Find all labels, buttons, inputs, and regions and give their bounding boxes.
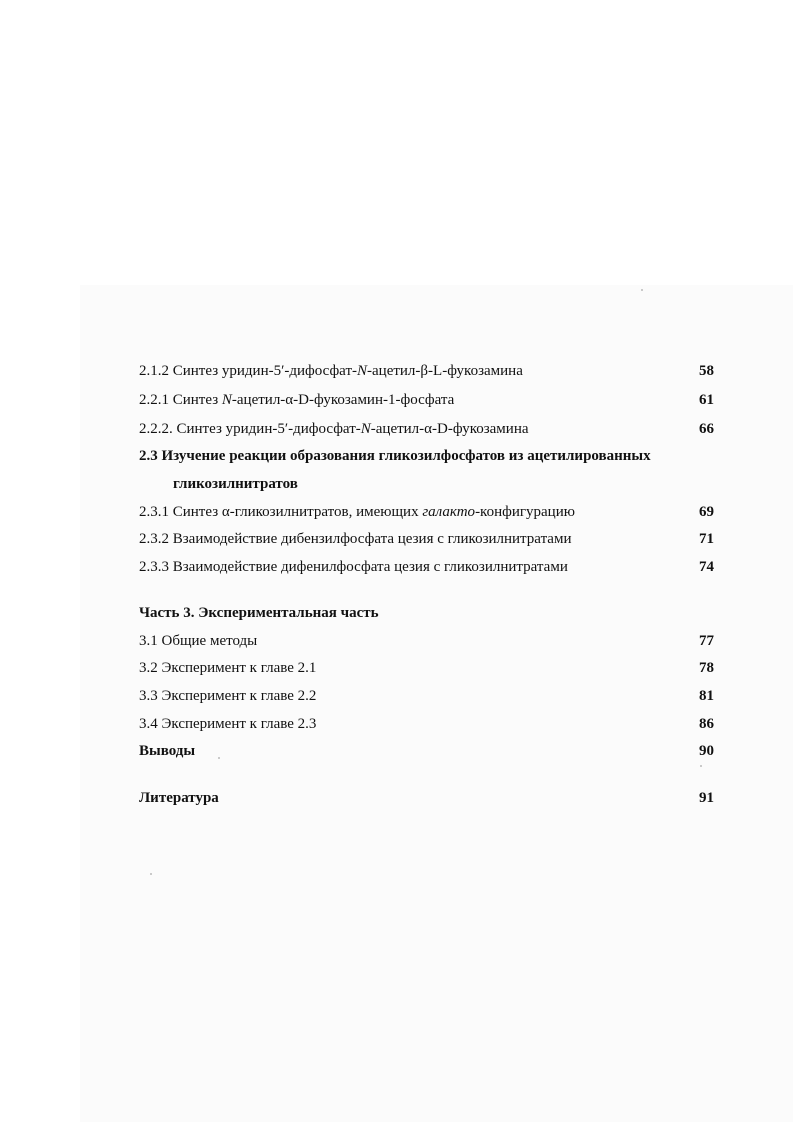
toc-page-number: 58 bbox=[699, 363, 714, 379]
toc-page-number: 77 bbox=[699, 633, 714, 649]
toc-entry-title: Часть 3. Экспериментальная часть bbox=[139, 605, 379, 621]
toc-entry-conclusions bbox=[139, 741, 714, 761]
toc-entry-title: 3.2 Эксперимент к главе 2.1 bbox=[139, 660, 317, 676]
toc-entry-title: Выводы bbox=[139, 743, 196, 759]
toc-part-3-heading bbox=[139, 603, 714, 623]
toc-entry-title: 2.3.2 Взаимодействие дибензилфосфата цезия с гликозилнитратами bbox=[139, 531, 572, 547]
toc-entry-literature bbox=[139, 788, 714, 808]
toc-entry-2-3-3 bbox=[139, 557, 714, 577]
toc-page-number: 66 bbox=[699, 421, 714, 437]
toc-entry-title: 2.2.1 Синтез N-ацетил-α-D-фукозамин-1-фосфата bbox=[139, 392, 455, 408]
toc-entry-title: 2.3 Изучение реакции образования гликозилфосфатов из ацетилированных bbox=[139, 448, 651, 464]
toc-page-number: 61 bbox=[699, 392, 714, 408]
toc-entry-2-1-2 bbox=[139, 361, 714, 381]
scan-speck bbox=[641, 289, 643, 291]
toc-page-number: 71 bbox=[699, 531, 714, 547]
toc-entry-title: 2.2.2. Синтез уридин-5′-дифосфат-N-ацетил-α-D-фукозамина bbox=[139, 421, 529, 437]
toc-entry-2-2-1 bbox=[139, 390, 714, 410]
toc-page-number: 91 bbox=[699, 790, 714, 806]
toc-entry-title: 2.3.1 Синтез α-гликозилнитратов, имеющих галакто-конфигурацию bbox=[139, 504, 575, 520]
scan-speck bbox=[218, 757, 220, 759]
toc-page-number: 69 bbox=[699, 504, 714, 520]
toc-entry-title: 3.4 Эксперимент к главе 2.3 bbox=[139, 716, 317, 732]
toc-entry-2-3-1 bbox=[139, 502, 714, 522]
scan-speck bbox=[700, 765, 702, 767]
toc-entry-3-1 bbox=[139, 631, 714, 651]
toc-entry-title: 2.3.3 Взаимодействие дифенилфосфата цезия с гликозилнитратами bbox=[139, 559, 568, 575]
toc-page-number: 74 bbox=[699, 559, 714, 575]
toc-page-number: 78 bbox=[699, 660, 714, 676]
toc-page-number: 90 bbox=[699, 743, 714, 759]
toc-entry-title: 3.1 Общие методы bbox=[139, 633, 258, 649]
toc-entry-3-2 bbox=[139, 658, 714, 678]
scan-speck bbox=[150, 873, 152, 875]
toc-entry-2-3-continuation bbox=[139, 474, 714, 494]
toc-entry-2-3 bbox=[139, 446, 714, 466]
toc-entry-title: гликозилнитратов bbox=[173, 476, 298, 492]
toc-page-number: 86 bbox=[699, 716, 714, 732]
toc-page-number: 81 bbox=[699, 688, 714, 704]
toc-entry-2-3-2 bbox=[139, 529, 714, 549]
toc-entry-title: 3.3 Эксперимент к главе 2.2 bbox=[139, 688, 317, 704]
toc-entry-3-3 bbox=[139, 686, 714, 706]
toc-entry-title: 2.1.2 Синтез уридин-5′-дифосфат-N-ацетил-β-L-фукозамина bbox=[139, 363, 523, 379]
toc-entry-title: Литература bbox=[139, 790, 219, 806]
toc-entry-3-4 bbox=[139, 714, 714, 734]
toc-entry-2-2-2 bbox=[139, 419, 714, 439]
